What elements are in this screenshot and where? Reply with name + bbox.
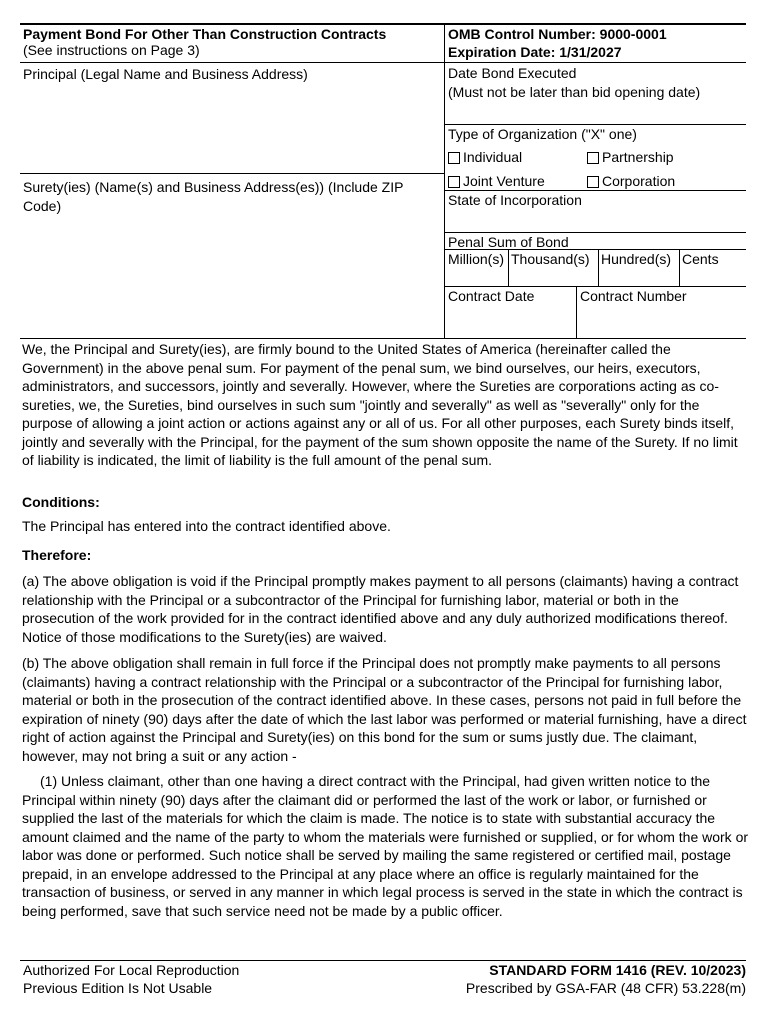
- therefore-heading: Therefore:: [22, 547, 92, 563]
- date-executed-field[interactable]: [446, 102, 745, 123]
- date-executed-label: Date Bond Executed: [448, 65, 577, 81]
- corporation-label: Corporation: [602, 173, 676, 189]
- form-grid-bottom-rule: [20, 338, 746, 339]
- state-incorp-label: State of Incorporation: [448, 192, 582, 208]
- partnership-label: Partnership: [602, 149, 674, 165]
- contract-date-label: Contract Date: [448, 288, 535, 304]
- penal-cents-label: Cents: [682, 251, 719, 267]
- state-incorp-field[interactable]: [446, 210, 745, 231]
- penal-sum-label: Penal Sum of Bond: [448, 234, 569, 250]
- org-option-corporation[interactable]: [587, 172, 675, 191]
- principal-bottom-rule: [20, 173, 444, 174]
- penal-hundreds-field[interactable]: [599, 268, 678, 285]
- contract-number-field[interactable]: [578, 306, 745, 337]
- paragraph-a: (a) The above obligation is void if the Principal promptly makes payment to all persons (claimants) having a contract relationship with the Principal or a subcontractor of the Principal for furnishing labor, material or both in the prosecution of the work provided for in the contract identified above and any duly authorized modifications thereof. Notice of those modifications to the Surety(ies) are waived.: [22, 573, 739, 645]
- individual-checkbox[interactable]: [448, 152, 460, 164]
- penal-thousands-field[interactable]: [509, 268, 597, 285]
- surety-label-line2: Code): [23, 197, 62, 214]
- form-instructions: (See instructions on Page 3): [23, 42, 200, 58]
- contract-col-divider: [576, 286, 577, 339]
- joint-venture-label: Joint Venture: [463, 173, 545, 189]
- penal-millions-label: Million(s): [448, 251, 504, 267]
- org-type-label: Type of Organization ("X" one): [448, 126, 637, 142]
- partnership-checkbox[interactable]: [587, 152, 599, 164]
- contract-number-label: Contract Number: [580, 288, 687, 304]
- principal-label: Principal (Legal Name and Business Address): [23, 66, 308, 82]
- org-option-joint-venture[interactable]: [448, 172, 545, 191]
- footer-prescribed-by: Prescribed by GSA-FAR (48 CFR) 53.228(m): [465, 980, 746, 996]
- joint-venture-checkbox[interactable]: [448, 176, 460, 188]
- intro-paragraph: We, the Principal and Surety(ies), are firmly bound to the United States of America (hereinafter called the Government) in the above penal sum. For payment of the penal sum, we bind ourselves, our heirs, executors, administrators, and successors, jointly and severally. However, where the Sureties are corporations acting as co-sureties, we, the Sureties, bind ourselves in such sum "jointly and severally" as well as "severally" only for the purpose of allowing a joint action or actions against any or all of us. For all other purposes, each Surety binds itself, jointly and severally with the Principal, for the payment of the sum shown opposite the name of the Surety. If no limit of liability is indicated, the limit of liability is the full amount of the penal sum.: [22, 341, 738, 468]
- date-executed-note: (Must not be later than bid opening date): [448, 84, 701, 100]
- center-divider: [444, 23, 445, 339]
- paragraph-1: (1) Unless claimant, other than one having a direct contract with the Principal, had given written notice to the Principal within ninety (90) days after the claimant did or performed the last of the work or labor, or furnished or supplied the last of the materials for which the claim is made. The notice is to state with substantial accuracy the amount claimed and the name of the party to whom the materials were furnished or supplied, or for whom the work or labor was done or performed. Such notice shall be served by mailing the same registered or certified mail, postage prepaid, in an envelope addressed to the Principal at any place where an office is regularly maintained for the transaction of business, or served in any manner in which legal process is served in the state in which the contract is being performed, save that such service need not be made by a public officer.: [22, 773, 749, 919]
- expiration-date: Expiration Date: 1/31/2027: [448, 44, 622, 60]
- footer-previous-edition: Previous Edition Is Not Usable: [23, 980, 213, 996]
- penal-thousands-label: Thousand(s): [511, 251, 590, 267]
- contract-date-field[interactable]: [446, 306, 575, 337]
- surety-label-line1: Surety(ies) (Name(s) and Business Address(es)) (Include ZIP: [23, 179, 404, 195]
- penal-hundreds-label: Hundred(s): [601, 251, 672, 267]
- omb-control-number: OMB Control Number: 9000-0001: [448, 26, 667, 42]
- paragraph-b: (b) The above obligation shall remain in full force if the Principal does not promptly make payments to all persons (claimants) having a contract relationship with the Principal or a subcontractor of the Principal for furnishing labor, material or both in the prosecution of the contract identified above. In these cases, persons not paid in full before the expiration of ninety (90) days after the date of which the last labor was performed or material furnishing, have a direct right of action against the Principal and Surety(ies) on this bond for the sum or sums justly due. The claimant, however, may not bring a suit or any action -: [22, 655, 747, 764]
- principal-field[interactable]: [21, 84, 443, 172]
- corporation-checkbox[interactable]: [587, 176, 599, 188]
- penal-millions-field[interactable]: [446, 268, 507, 285]
- conditions-heading: Conditions:: [22, 494, 100, 510]
- header-bottom-rule: [20, 62, 746, 63]
- conditions-text: The Principal has entered into the contract identified above.: [22, 518, 391, 534]
- org-option-individual[interactable]: [448, 148, 522, 167]
- org-option-partnership[interactable]: [587, 148, 674, 167]
- surety-label: [23, 178, 443, 215]
- footer-form-number: STANDARD FORM 1416 (REV. 10/2023): [489, 962, 746, 978]
- form-title: Payment Bond For Other Than Construction Contracts: [23, 26, 387, 42]
- surety-field[interactable]: [21, 216, 443, 337]
- individual-label: Individual: [463, 149, 523, 165]
- footer-reproduction: Authorized For Local Reproduction: [23, 962, 240, 978]
- penal-cents-field[interactable]: [680, 268, 745, 285]
